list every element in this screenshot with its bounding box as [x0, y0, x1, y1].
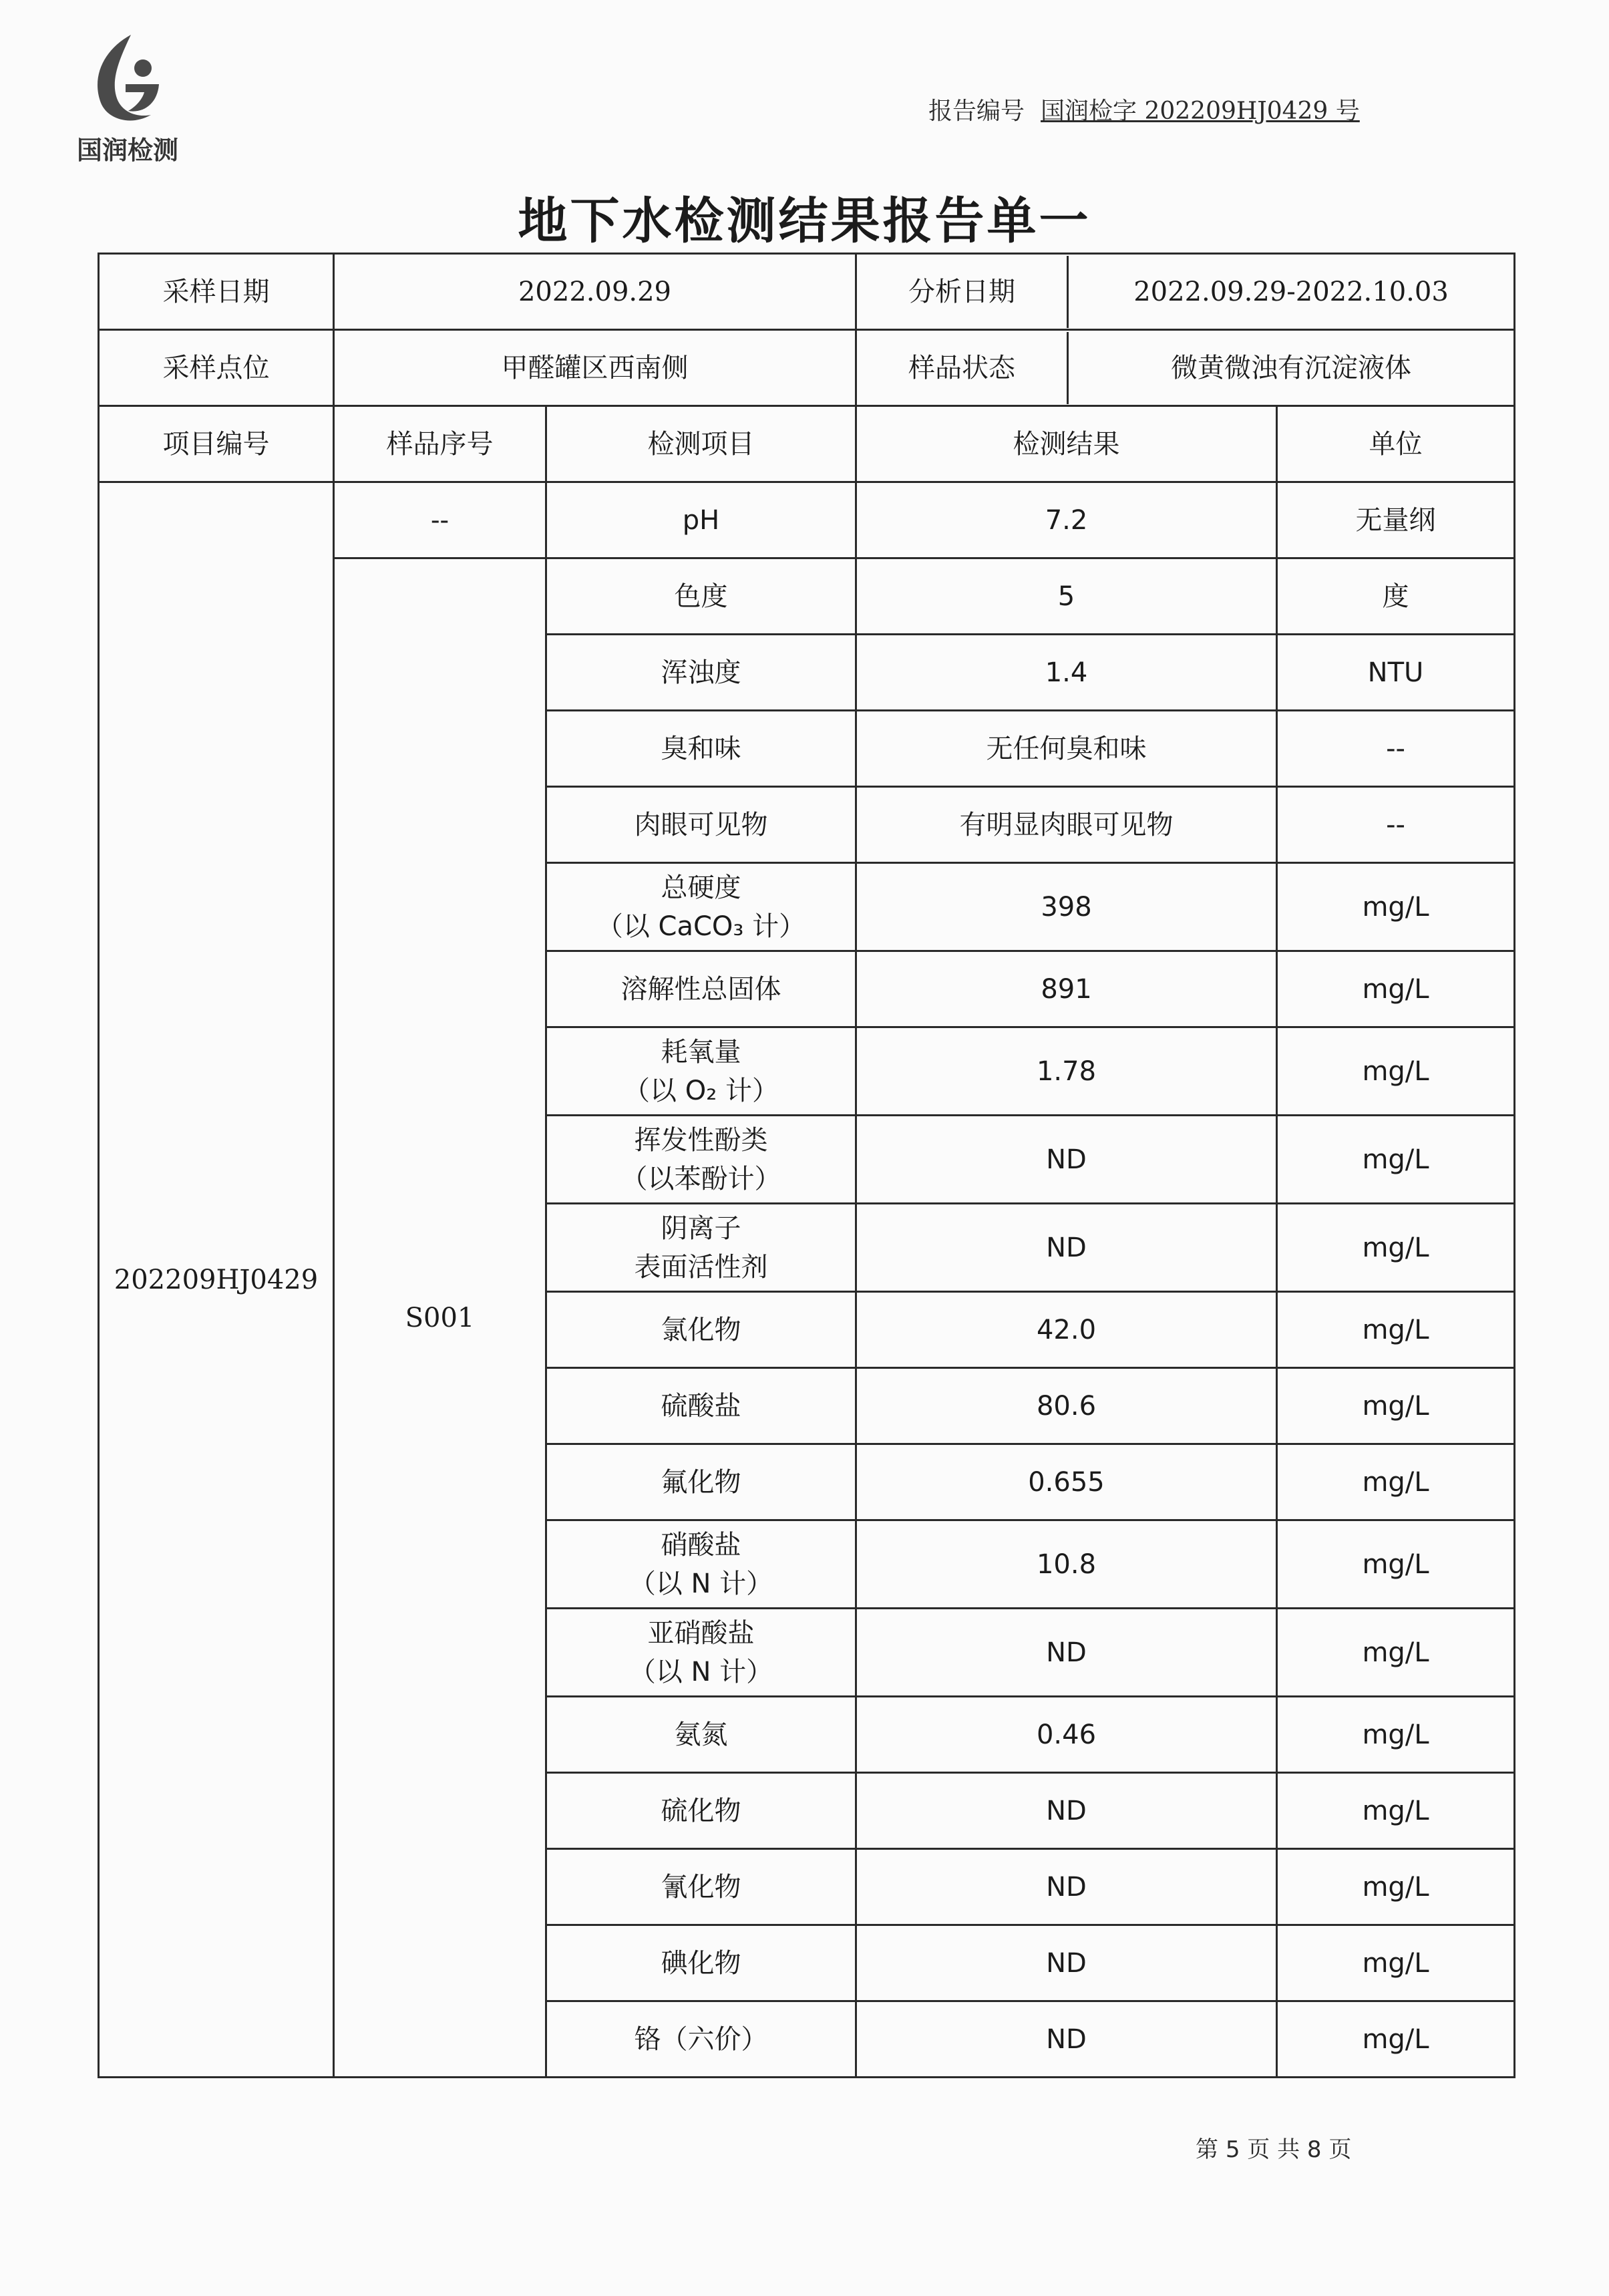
page-total: 8	[1306, 2136, 1322, 2163]
item-cell	[546, 1697, 856, 1773]
result-cell: 42.0	[856, 1292, 1277, 1368]
unit-cell: mg/L	[1277, 1609, 1515, 1697]
project-number-cell: 202209HJ0429	[99, 482, 334, 2078]
item-cell	[546, 1925, 856, 2001]
result-cell: 1.78	[856, 1027, 1277, 1116]
sample-state-label: 样品状态	[857, 332, 1069, 404]
item-name: 浑浊度	[661, 657, 741, 688]
unit-cell: mg/L	[1277, 951, 1515, 1027]
item-name: 铬（六价）	[634, 2023, 768, 2055]
report-number-value: 国润检字 202209HJ0429 号	[1041, 98, 1360, 125]
unit-cell: mg/L	[1277, 1292, 1515, 1368]
unit-cell: --	[1277, 787, 1515, 863]
unit-cell: 度	[1277, 558, 1515, 635]
result-cell: 80.6	[856, 1368, 1277, 1444]
result-cell: 891	[856, 951, 1277, 1027]
item-cell	[546, 863, 856, 951]
result-cell: 1.4	[856, 635, 1277, 711]
item-name: 臭和味	[661, 733, 741, 764]
result-cell: ND	[856, 1116, 1277, 1204]
item-cell	[546, 2001, 856, 2078]
item-name: 氯化物	[661, 1314, 741, 1345]
result-cell: ND	[856, 2001, 1277, 2078]
unit-cell: mg/L	[1277, 1697, 1515, 1773]
item-cell	[546, 482, 856, 558]
column-header-project-no: 项目编号	[99, 406, 334, 482]
item-name: pH	[682, 504, 720, 536]
item-cell	[546, 1849, 856, 1925]
analysis-date-cell	[856, 254, 1515, 330]
unit-cell: mg/L	[1277, 1444, 1515, 1520]
table-row	[99, 482, 1515, 558]
item-name: 氰化物	[661, 1871, 741, 1903]
result-cell: 10.8	[856, 1520, 1277, 1609]
item-name: 氟化物	[661, 1466, 741, 1498]
result-cell: 7.2	[856, 482, 1277, 558]
item-name: 碘化物	[661, 1947, 741, 1979]
result-cell: ND	[856, 1925, 1277, 2001]
item-name: 溶解性总固体	[620, 973, 781, 1005]
item-name: 硝酸盐	[661, 1529, 741, 1561]
item-name: 肉眼可见物	[634, 809, 768, 840]
sample-state-value: 微黄微浊有沉淀液体	[1171, 352, 1411, 383]
unit-cell: mg/L	[1277, 1520, 1515, 1609]
sampling-site-label: 采样点位	[99, 330, 334, 406]
item-cell	[546, 951, 856, 1027]
column-header-unit: 单位	[1277, 406, 1515, 482]
column-header-sample-no: 样品序号	[334, 406, 546, 482]
result-cell: ND	[856, 1204, 1277, 1292]
item-cell	[546, 558, 856, 635]
unit-cell: mg/L	[1277, 1204, 1515, 1292]
unit-cell: NTU	[1277, 635, 1515, 711]
results-table	[98, 253, 1515, 2078]
item-cell	[546, 787, 856, 863]
sampling-date-value: 2022.09.29	[334, 254, 856, 330]
report-number	[928, 92, 1360, 126]
item-name: 耗氧量	[661, 1036, 741, 1068]
logo-text: 国润检测	[76, 136, 178, 165]
item-cell	[546, 1204, 856, 1292]
item-note: 表面活性剂	[634, 1251, 768, 1283]
item-name: 阴离子	[661, 1212, 741, 1244]
company-logo	[57, 29, 198, 170]
unit-cell: mg/L	[1277, 1027, 1515, 1116]
item-note: （以苯酚计）	[620, 1163, 781, 1194]
result-cell: 0.46	[856, 1697, 1277, 1773]
unit-cell: mg/L	[1277, 1116, 1515, 1204]
unit-cell: 无量纲	[1277, 482, 1515, 558]
page-mid: 页 共	[1247, 2136, 1300, 2163]
item-cell	[546, 1027, 856, 1116]
item-name: 亚硝酸盐	[647, 1617, 755, 1649]
report-number-label: 报告编号	[928, 98, 1025, 125]
unit-cell: mg/L	[1277, 1849, 1515, 1925]
analysis-date-label: 分析日期	[857, 256, 1069, 328]
column-header-item: 检测项目	[546, 406, 856, 482]
item-name: 氨氮	[674, 1719, 728, 1750]
page-number: 5	[1225, 2136, 1240, 2163]
sampling-site-value: 甲醛罐区西南侧	[334, 330, 856, 406]
item-cell	[546, 1609, 856, 1697]
item-note: （以 CaCO₃ 计）	[596, 911, 806, 942]
page-prefix: 第	[1196, 2136, 1218, 2163]
unit-cell: mg/L	[1277, 1773, 1515, 1849]
sample-number-cell: S001	[334, 558, 546, 2078]
item-cell	[546, 1116, 856, 1204]
sample-state-cell	[856, 330, 1515, 406]
result-cell: ND	[856, 1773, 1277, 1849]
analysis-date-value: 2022.09.29-2022.10.03	[1133, 276, 1449, 307]
item-cell	[546, 635, 856, 711]
sample-number-ph: --	[334, 482, 546, 558]
item-cell	[546, 1773, 856, 1849]
page-title: 地下水检测结果报告单一	[518, 192, 1091, 250]
item-name: 总硬度	[661, 872, 741, 903]
unit-cell: mg/L	[1277, 1925, 1515, 2001]
info-row-site	[99, 330, 1515, 406]
column-header-row	[99, 406, 1515, 482]
item-name: 硫化物	[661, 1795, 741, 1826]
logo-mark-icon	[84, 29, 171, 130]
item-cell	[546, 1520, 856, 1609]
item-note: （以 N 计）	[629, 1568, 773, 1599]
item-note: （以 O₂ 计）	[623, 1075, 779, 1106]
result-cell: ND	[856, 1849, 1277, 1925]
result-cell: 0.655	[856, 1444, 1277, 1520]
item-note: （以 N 计）	[629, 1656, 773, 1687]
page-suffix: 页	[1328, 2136, 1352, 2163]
item-cell	[546, 1368, 856, 1444]
result-cell: 5	[856, 558, 1277, 635]
unit-cell: --	[1277, 711, 1515, 787]
item-cell	[546, 711, 856, 787]
info-row-dates	[99, 254, 1515, 330]
page-footer	[1196, 2131, 1351, 2164]
unit-cell: mg/L	[1277, 1368, 1515, 1444]
item-cell	[546, 1444, 856, 1520]
item-cell	[546, 1292, 856, 1368]
unit-cell: mg/L	[1277, 863, 1515, 951]
item-name: 硫酸盐	[661, 1390, 741, 1422]
item-name: 色度	[674, 581, 728, 612]
result-cell: 无任何臭和味	[856, 711, 1277, 787]
sampling-date-label: 采样日期	[99, 254, 334, 330]
result-cell: 398	[856, 863, 1277, 951]
result-cell: ND	[856, 1609, 1277, 1697]
item-name: 挥发性酚类	[634, 1124, 768, 1156]
unit-cell: mg/L	[1277, 2001, 1515, 2078]
column-header-result: 检测结果	[856, 406, 1277, 482]
result-cell: 有明显肉眼可见物	[856, 787, 1277, 863]
